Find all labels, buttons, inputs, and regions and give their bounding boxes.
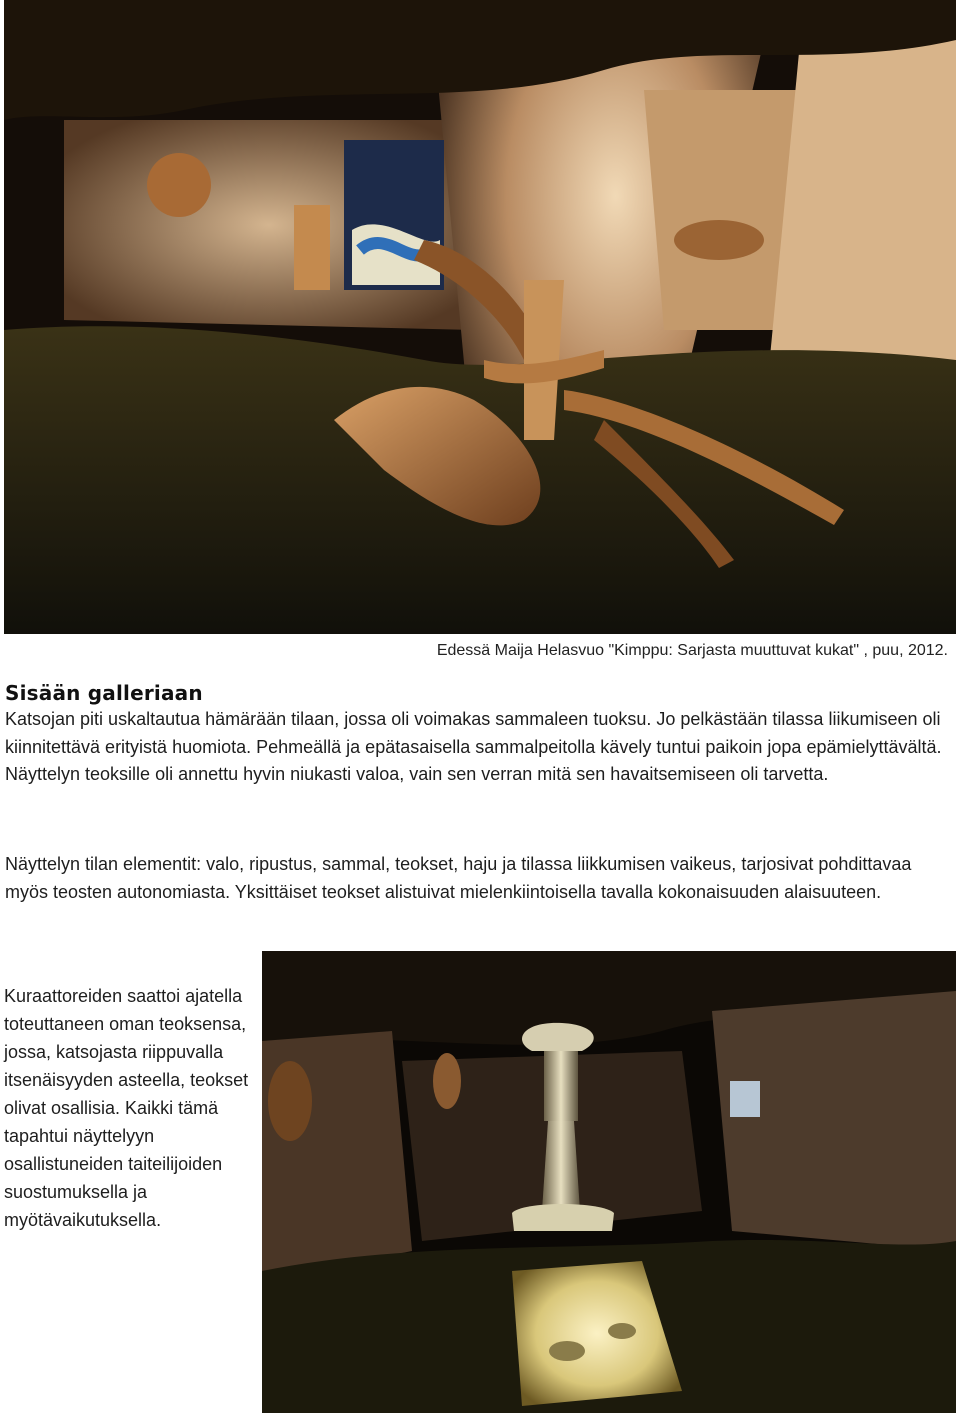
- side-column-text: Kuraattoreiden saattoi ajatella toteuttaneen oman teoksensa, jossa, katsojasta riippuvalla itsenäisyyden asteella, teokset olivat osallisia. Kaikki tämä tapahtui näyttelyyn osallistuneiden taiteilijoiden suostumuksella ja myötävaikutuksella.: [4, 986, 249, 1230]
- gallery-installation-illustration: [4, 0, 956, 634]
- section-heading: Sisään galleriaan: [5, 681, 203, 705]
- video-screen: [730, 1081, 760, 1117]
- paragraph-intro: Katsojan piti uskaltautua hämärään tilaan, jossa oli voimakas sammaleen tuoksu. Jo pelkästään tilassa liikumiseen oli kiinnitettävä erityistä huomiota. Pehmeällä ja epätasaisella sammalpeitolla kävely tuntui paikoin jopa epämielyttävältä. Näyttelyn teoksille oli annettu hyvin niukasti valoa, vain sen verran mitä sen havaitsemiseen oli tarvetta.: [5, 709, 942, 784]
- glowing-sculpture-illustration: [262, 951, 956, 1413]
- gallery-photo-top: [4, 0, 956, 634]
- photo-caption: Edessä Maija Helasvuo "Kimppu: Sarjasta muuttuvat kukat" , puu, 2012.: [436, 642, 948, 659]
- paragraph-elements: Näyttelyn tilan elementit: valo, ripustus, sammal, teokset, haju ja tilassa liikkumisen vaikeus, tarjosivat pohdittavaa myös teosten autonomiasta. Yksittäiset teokset alistuivat mielenkiintoisella tavalla kokonaisuuden alaisuuteen.: [5, 854, 912, 902]
- gallery-photo-bottom: [262, 951, 956, 1413]
- wall-sculpture: [147, 153, 211, 217]
